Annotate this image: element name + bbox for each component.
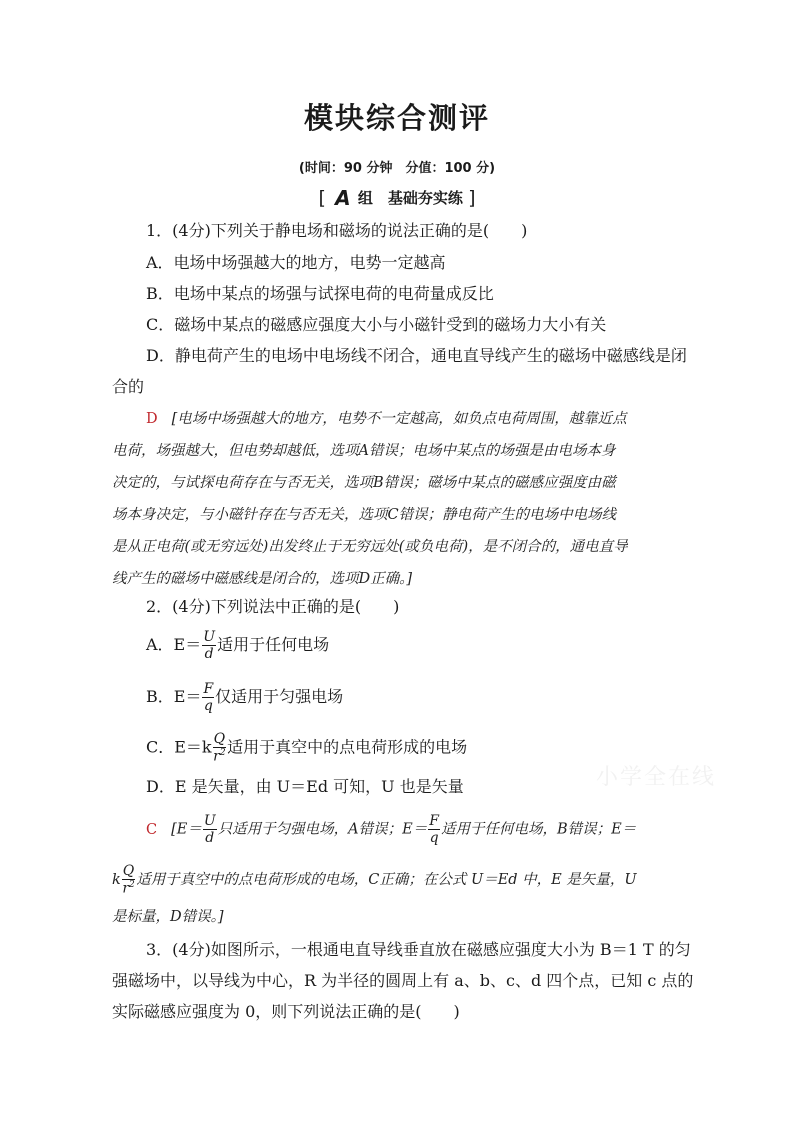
q1-explanation-2: 电荷，场强越大，但电势却越低，选项A错误；电场中某点的场强是由电场本身 xyxy=(112,443,616,459)
q2-exp-fraction-2 xyxy=(428,814,440,845)
exam-info: (时间：90 分钟 分值：100 分) xyxy=(298,161,496,176)
q2-answer-key: C xyxy=(146,821,158,838)
q2-exp-part: 适用于任何电场，B错误；E＝ xyxy=(440,821,637,838)
q1-explanation-6: 线产生的磁场中磁感线是闭合的，选项D正确。] xyxy=(112,571,413,587)
section-header xyxy=(0,186,794,210)
frac-numerator: F xyxy=(203,681,214,697)
q3-line-2: 强磁场中，以导线为中心，R 为半径的圆周上有 a、b、c、d 四个点，已知 c 点的 xyxy=(112,971,694,990)
frac-denominator: q xyxy=(203,698,213,714)
q2-c-fraction xyxy=(213,732,226,764)
q2-exp-fraction-3 xyxy=(122,864,135,896)
section-label: 组 基础夯实练 xyxy=(357,189,463,207)
q2-a-prefix: A．E＝ xyxy=(146,635,202,654)
frac-numerator: Q xyxy=(122,863,135,879)
q1-explanation-4: 场本身决定，与小磁针存在与否无关，选项C错误；静电荷产生的电场中电场线 xyxy=(112,507,617,523)
denominator-exponent: 2 xyxy=(219,748,226,758)
q2-a-fraction xyxy=(202,630,216,661)
q2-exp-part: k xyxy=(112,871,121,888)
frac-denominator: d xyxy=(205,830,215,846)
q2-exp-fraction-1 xyxy=(203,814,217,845)
q2-answer-line-1 xyxy=(146,814,636,845)
q2-b-fraction xyxy=(202,682,214,713)
frac-denominator xyxy=(213,748,226,764)
q1-answer-key: D xyxy=(146,411,158,427)
q1-explanation-3: 决定的，与试探电荷存在与否无关，选项B错误；磁场中某点的磁感应强度由磁 xyxy=(112,475,616,491)
denominator-base: r xyxy=(122,880,130,897)
denominator-base: r xyxy=(213,748,220,765)
q2-stem: 2．(4分)下列说法中正确的是( ) xyxy=(146,597,400,616)
q2-b-prefix: B．E＝ xyxy=(146,687,202,706)
right-bracket: ] xyxy=(468,187,476,209)
q2-option-a xyxy=(146,630,686,661)
frac-denominator: d xyxy=(204,646,214,662)
denominator-exponent: 2 xyxy=(129,880,135,890)
watermark: 小学全在线 xyxy=(596,765,717,790)
q2-c-prefix: C．E＝k xyxy=(146,737,212,757)
frac-denominator: q xyxy=(429,830,439,846)
q1-option-b: B．电场中某点的场强与试探电荷的电荷量成反比 xyxy=(146,284,494,303)
q1-option-d: D．静电荷产生的电场中电场线不闭合，通电直导线产生的磁场中磁感线是闭 xyxy=(146,346,687,365)
q1-option-d-cont: 合的 xyxy=(112,377,145,396)
q1-stem: 1．(4分)下列关于静电场和磁场的说法正确的是( ) xyxy=(146,221,528,240)
frac-numerator: U xyxy=(203,629,216,645)
q2-c-suffix: 适用于真空中的点电荷形成的电场 xyxy=(227,737,468,757)
q2-explanation-3: 是标量，D错误。] xyxy=(112,909,224,925)
q2-answer-line-2 xyxy=(112,864,637,896)
page-title: 模块综合测评 xyxy=(303,101,490,135)
frac-numerator: Q xyxy=(213,731,226,747)
q2-option-c xyxy=(146,732,686,764)
q1-explanation-1: [电场中场强越大的地方，电势不一定越高，如负点电荷周围，越靠近点 xyxy=(171,411,627,427)
frac-numerator: U xyxy=(203,813,216,829)
frac-numerator: F xyxy=(429,813,439,829)
q1-answer-line-1 xyxy=(146,408,627,430)
left-bracket: [ xyxy=(318,187,326,209)
q2-b-suffix: 仅适用于匀强电场 xyxy=(215,687,344,706)
q2-option-b xyxy=(146,682,686,713)
q1-option-c: C．磁场中某点的磁感应强度大小与小磁针受到的磁场力大小有关 xyxy=(146,315,607,334)
q3-line-1: 3．(4分)如图所示，一根通电直导线垂直放在磁感应强度大小为 B＝1 T 的匀 xyxy=(146,940,691,959)
q2-exp-part: 只适用于匀强电场，A错误；E＝ xyxy=(217,821,428,838)
q2-a-suffix: 适用于任何电场 xyxy=(217,635,330,654)
q2-option-d: D．E 是矢量，由 U＝Ed 可知，U 也是矢量 xyxy=(146,777,464,796)
q3-line-3: 实际磁感应强度为 0，则下列说法正确的是( ) xyxy=(112,1002,460,1021)
frac-denominator xyxy=(122,880,135,896)
q1-option-a: A．电场中场强越大的地方，电势一定越高 xyxy=(146,253,446,272)
q2-exp-part: [E＝ xyxy=(171,821,202,838)
q2-exp-part: 适用于真空中的点电荷形成的电场，C正确；在公式 U＝Ed 中，E 是矢量，U xyxy=(136,871,637,888)
group-a-logo: A xyxy=(335,186,351,210)
q1-explanation-5: 是从正电荷(或无穷远处)出发终止于无穷远处(或负电荷)，是不闭合的，通电直导 xyxy=(112,539,628,555)
